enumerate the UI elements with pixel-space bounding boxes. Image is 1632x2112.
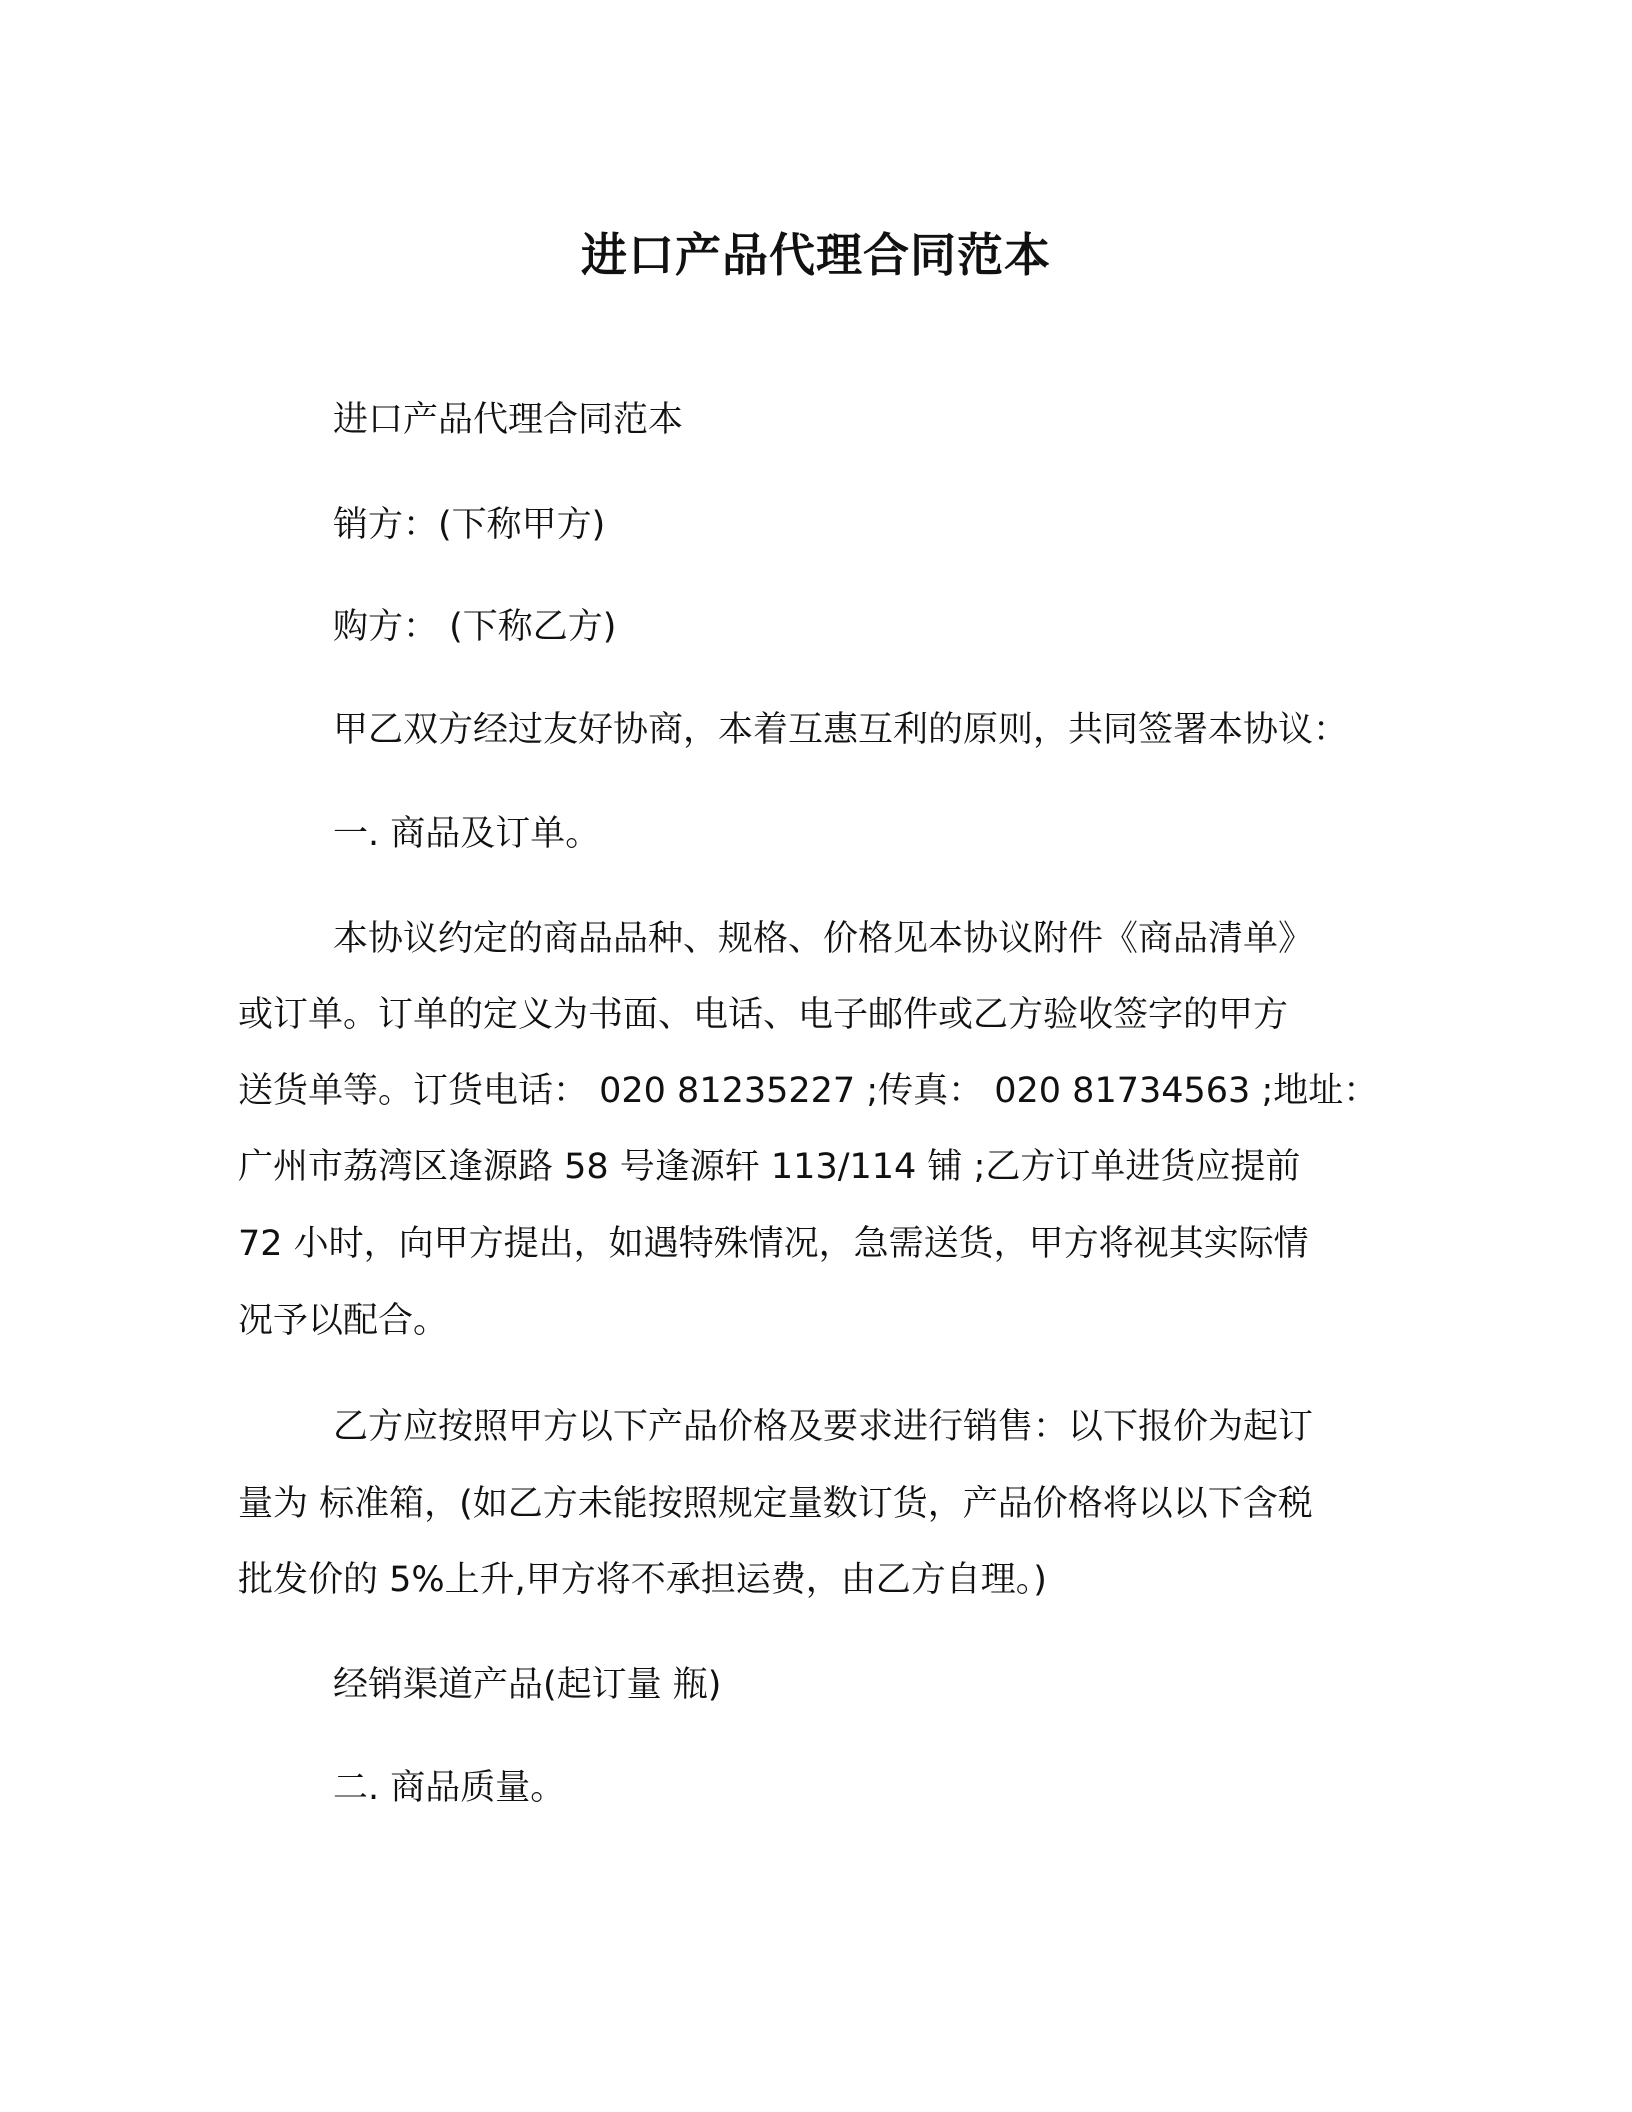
subtitle-line: 进口产品代理合同范本	[333, 400, 684, 440]
seller-line: 销方：(下称甲方)	[333, 505, 606, 545]
paragraph-line: 或订单。订单的定义为书面、电话、电子邮件或乙方验收签字的甲方	[238, 995, 1289, 1035]
paragraph-line: 况予以配合。	[238, 1301, 449, 1341]
paragraph-line: 送货单等。订货电话： 020 81235227 ;传真： 020 81734563 ;地址：	[238, 1071, 1379, 1111]
document-title: 进口产品代理合同范本	[581, 228, 1051, 282]
buyer-line: 购方： (下称乙方)	[333, 607, 617, 647]
paragraph-line: 72 小时，向甲方提出，如遇特殊情况，急需送货，甲方将视其实际情	[238, 1224, 1309, 1264]
section-heading-2: 二. 商品质量。	[333, 1768, 566, 1808]
paragraph-line: 本协议约定的商品品种、规格、价格见本协议附件《商品清单》	[333, 919, 1314, 959]
paragraph-line: 量为 标准箱，(如乙方未能按照规定量数订货，产品价格将以以下含税	[238, 1484, 1313, 1524]
paragraph-line: 广州市荔湾区逢源路 58 号逢源轩 113/114 铺 ;乙方订单进货应提前	[238, 1147, 1301, 1187]
section-heading-1: 一. 商品及订单。	[333, 814, 601, 854]
channel-line: 经销渠道产品(起订量 瓶)	[333, 1665, 722, 1705]
preamble-line: 甲乙双方经过友好协商，本着互惠互利的原则，共同签署本协议：	[333, 710, 1349, 750]
paragraph-line: 乙方应按照甲方以下产品价格及要求进行销售：以下报价为起订	[333, 1407, 1314, 1447]
paragraph-line: 批发价的 5%上升,甲方将不承担运费，由乙方自理。)	[238, 1560, 1047, 1600]
